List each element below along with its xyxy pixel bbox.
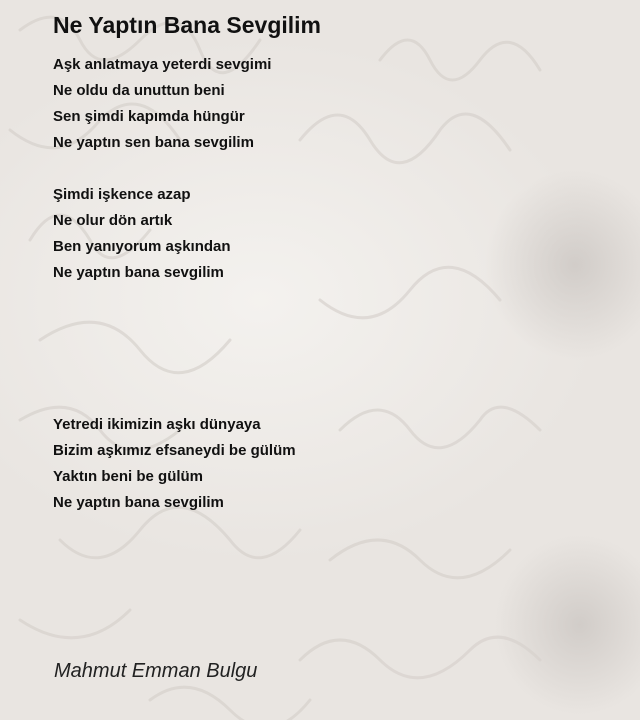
stanza-2 xyxy=(53,182,231,286)
stanza-3 xyxy=(53,412,296,516)
poem-line: Sen şimdi kapımda hüngür xyxy=(53,108,245,125)
poem-line: Yetredi ikimizin aşkı dünyaya xyxy=(53,416,261,433)
poem-line: Ne olur dön artık xyxy=(53,212,173,229)
poem-line: Aşk anlatmaya yeterdi sevgimi xyxy=(53,56,272,73)
stanza-1 xyxy=(53,52,271,156)
poem-line: Ne yaptın sen bana sevgilim xyxy=(53,134,254,151)
poem-line: Yaktın beni be gülüm xyxy=(53,468,204,485)
poem-line: Ne oldu da unuttun beni xyxy=(53,82,225,99)
poem-line: Ne yaptın bana sevgilim xyxy=(53,494,224,511)
poem-line: Bizim aşkımız efsaneydi be gülüm xyxy=(53,442,296,459)
poem-title: Ne Yaptın Bana Sevgilim xyxy=(53,12,322,38)
poem-line: Ben yanıyorum aşkından xyxy=(53,238,231,255)
poem-line: Şimdi işkence azap xyxy=(53,186,191,203)
poem-author: Mahmut Emman Bulgu xyxy=(54,660,258,682)
poem-line: Ne yaptın bana sevgilim xyxy=(53,264,224,281)
